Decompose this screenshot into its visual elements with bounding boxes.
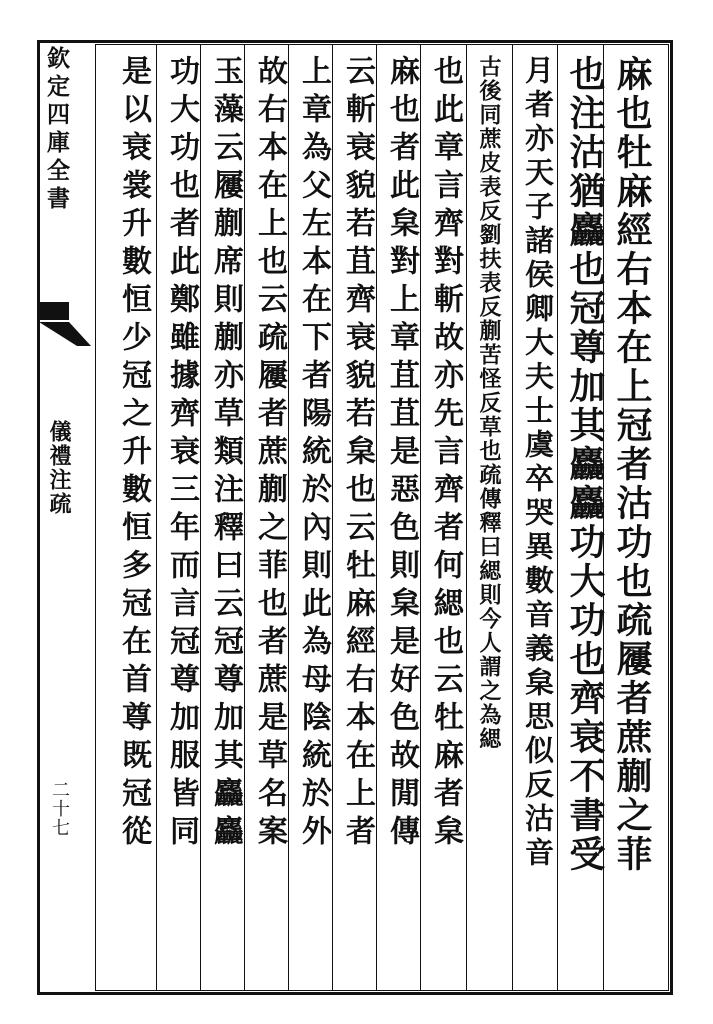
column-rule — [156, 44, 157, 991]
collection-title: 欽定四庫全書 — [43, 46, 70, 214]
text-column-7: 云斬衰貌若苴齊衰貌若枲也云牡麻經右本在上者 — [340, 55, 375, 853]
column-rule — [288, 44, 289, 991]
column-rule — [420, 44, 421, 991]
text-column-2: 也注沽猶麤也冠尊加其麤麤功大功也齊衰不書受 — [564, 55, 606, 874]
text-column-9: 故右本在上也云疏屨者蔗蒯之菲也者蔗是草名案 — [252, 55, 287, 853]
column-rule — [466, 44, 467, 991]
text-column-1: 麻也牡麻經右本在上冠者沽功也疏屨者蔗蒯之菲 — [611, 55, 653, 874]
page-number: 二十七 — [49, 780, 70, 837]
column-rule — [244, 44, 245, 991]
text-column-4: 古後同蔗皮表反劉扶表反蒯苦怪反草也疏傳釋曰緦則今人謂之為緦 — [476, 55, 502, 751]
column-rule — [332, 44, 333, 991]
text-column-12: 是以衰裳升數恒少冠之升數恒多冠在首尊既冠從 — [116, 55, 151, 853]
text-column-8: 上章為父左本在下者陽統於內則此為母陰統於外 — [296, 55, 331, 853]
column-rule — [557, 44, 558, 991]
text-column-11: 功大功也者此鄭雖據齊衰三年而言冠尊加服皆同 — [164, 55, 199, 853]
text-column-5: 也此章言齊對斬故亦先言齊者何緦也云牡麻者枲 — [428, 55, 463, 853]
fishtail-mark — [37, 300, 95, 348]
text-column-6: 麻也者此枲對上章苴苴是惡色則枲是好色故閒傳 — [384, 55, 419, 853]
column-rule — [512, 44, 513, 991]
text-column-10: 玉藻云屨蒯席則蒯亦草類注釋曰云冠尊加其麤麤 — [208, 55, 243, 853]
column-rule — [200, 44, 201, 991]
book-title: 儀禮注疏 — [46, 420, 72, 516]
column-rule — [376, 44, 377, 991]
text-column-3: 月者亦天子諸侯卿大夫士虞卒哭異數音義枲思似反沽音 — [521, 55, 555, 871]
